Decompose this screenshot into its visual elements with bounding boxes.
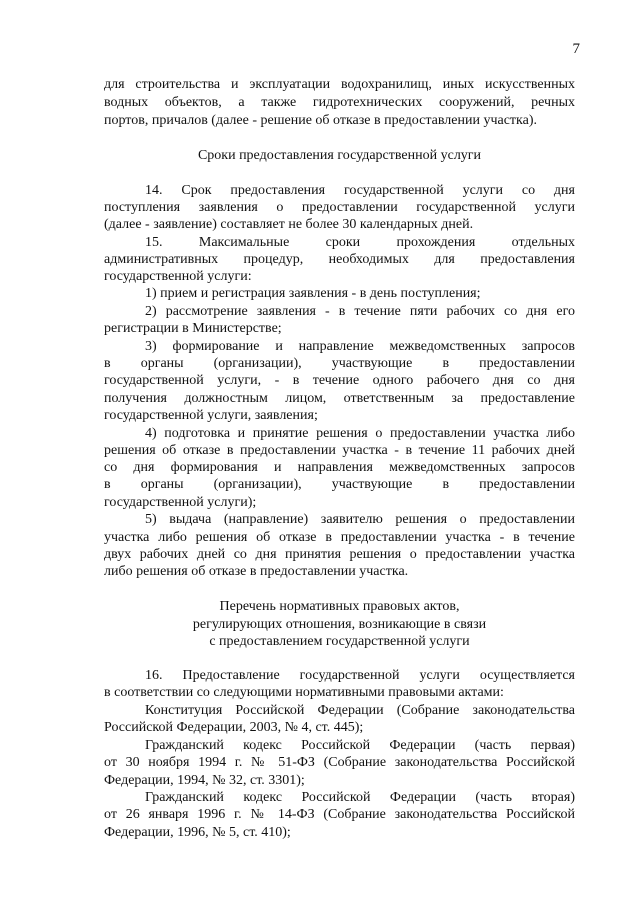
- list-item-3: в органы (организации), участвующие в предоставлении: [104, 356, 575, 371]
- list-item-2: 2) рассмотрение заявления - в течение пяти рабочих со дня его: [145, 304, 575, 319]
- list-item-4: решения об отказе в предоставлении участка - в течение 11 рабочих дней: [104, 443, 575, 458]
- list-item-3: 3) формирование и направление межведомственных запросов: [145, 339, 575, 354]
- list-item-3: получения должностным лицом, ответственным за предоставление: [104, 391, 575, 406]
- legal-act-3: от 26 января 1996 г. № 14-ФЗ (Собрание законодательства Российской: [104, 807, 575, 822]
- paragraph-15-line: административных процедур, необходимых для предоставления: [104, 252, 575, 267]
- section-title: с предоставлением государственной услуги: [209, 634, 470, 649]
- legal-act-2: Федерации, 1994, № 32, ст. 3301);: [104, 773, 305, 788]
- paragraph-14-line: 14. Срок предоставления государственной услуги со дня: [145, 183, 575, 198]
- list-item-4: в органы (организации), участвующие в предоставлении: [104, 477, 575, 492]
- list-item-5: 5) выдача (направление) заявителю решения о предоставлении: [145, 512, 575, 527]
- legal-act-3: Гражданский кодекс Российской Федерации (часть вторая): [145, 790, 575, 805]
- section-title: Перечень нормативных правовых актов,: [219, 599, 460, 614]
- legal-act-1: Российской Федерации, 2003, № 4, ст. 445);: [104, 720, 364, 735]
- paragraph-14-line: (далее - заявление) составляет не более 30 календарных дней.: [104, 217, 474, 232]
- list-item-3: государственной услуги, заявления;: [104, 408, 318, 423]
- section-title: регулирующих отношения, возникающие в связи: [192, 617, 487, 632]
- list-item-5: участка либо решения об отказе в предоставлении участка - в течение: [104, 530, 575, 545]
- legal-act-2: Гражданский кодекс Российской Федерации (часть первая): [145, 738, 575, 753]
- page-number: 7: [572, 41, 580, 57]
- paragraph-15-line: государственной услуги:: [104, 269, 252, 284]
- paragraph-15-line: 15. Максимальные сроки прохождения отдельных: [145, 235, 575, 250]
- legal-act-3: Федерации, 1996, № 5, ст. 410);: [104, 825, 291, 840]
- list-item-2: регистрации в Министерстве;: [104, 321, 282, 336]
- list-item-1: 1) прием и регистрация заявления - в день поступления;: [145, 286, 481, 301]
- list-item-5: либо решения об отказе в предоставлении участка.: [104, 564, 409, 579]
- list-item-4: государственной услуги);: [104, 495, 257, 510]
- list-item-3: государственной услуги, - в течение одного рабочего дня со дня: [104, 373, 575, 388]
- paragraph-16-line: 16. Предоставление государственной услуги осуществляется: [145, 668, 575, 683]
- paragraph-16-line: в соответствии со следующими нормативными правовыми актами:: [104, 685, 504, 700]
- legal-act-2: от 30 ноября 1994 г. № 51-ФЗ (Собрание законодательства Российской: [104, 755, 575, 770]
- list-item-5: двух рабочих дней со дня принятия решения о предоставлении участка: [104, 547, 575, 562]
- intro-line: портов, причалов (далее - решение об отказе в предоставлении участка).: [104, 113, 537, 128]
- intro-line: для строительства и эксплуатации водохранилищ, иных искусственных: [104, 77, 575, 92]
- list-item-4: 4) подготовка и принятие решения о предоставлении участка либо: [145, 426, 575, 441]
- legal-act-1: Конституция Российской Федерации (Собрание законодательства: [145, 703, 575, 718]
- paragraph-14-line: поступления заявления о предоставлении государственной услуги: [104, 200, 575, 215]
- section-title: Сроки предоставления государственной услуги: [197, 148, 482, 163]
- intro-line: водных объектов, а также гидротехнических сооружений, речных: [104, 95, 575, 110]
- list-item-4: со дня формирования и направления межведомственных запросов: [104, 460, 575, 475]
